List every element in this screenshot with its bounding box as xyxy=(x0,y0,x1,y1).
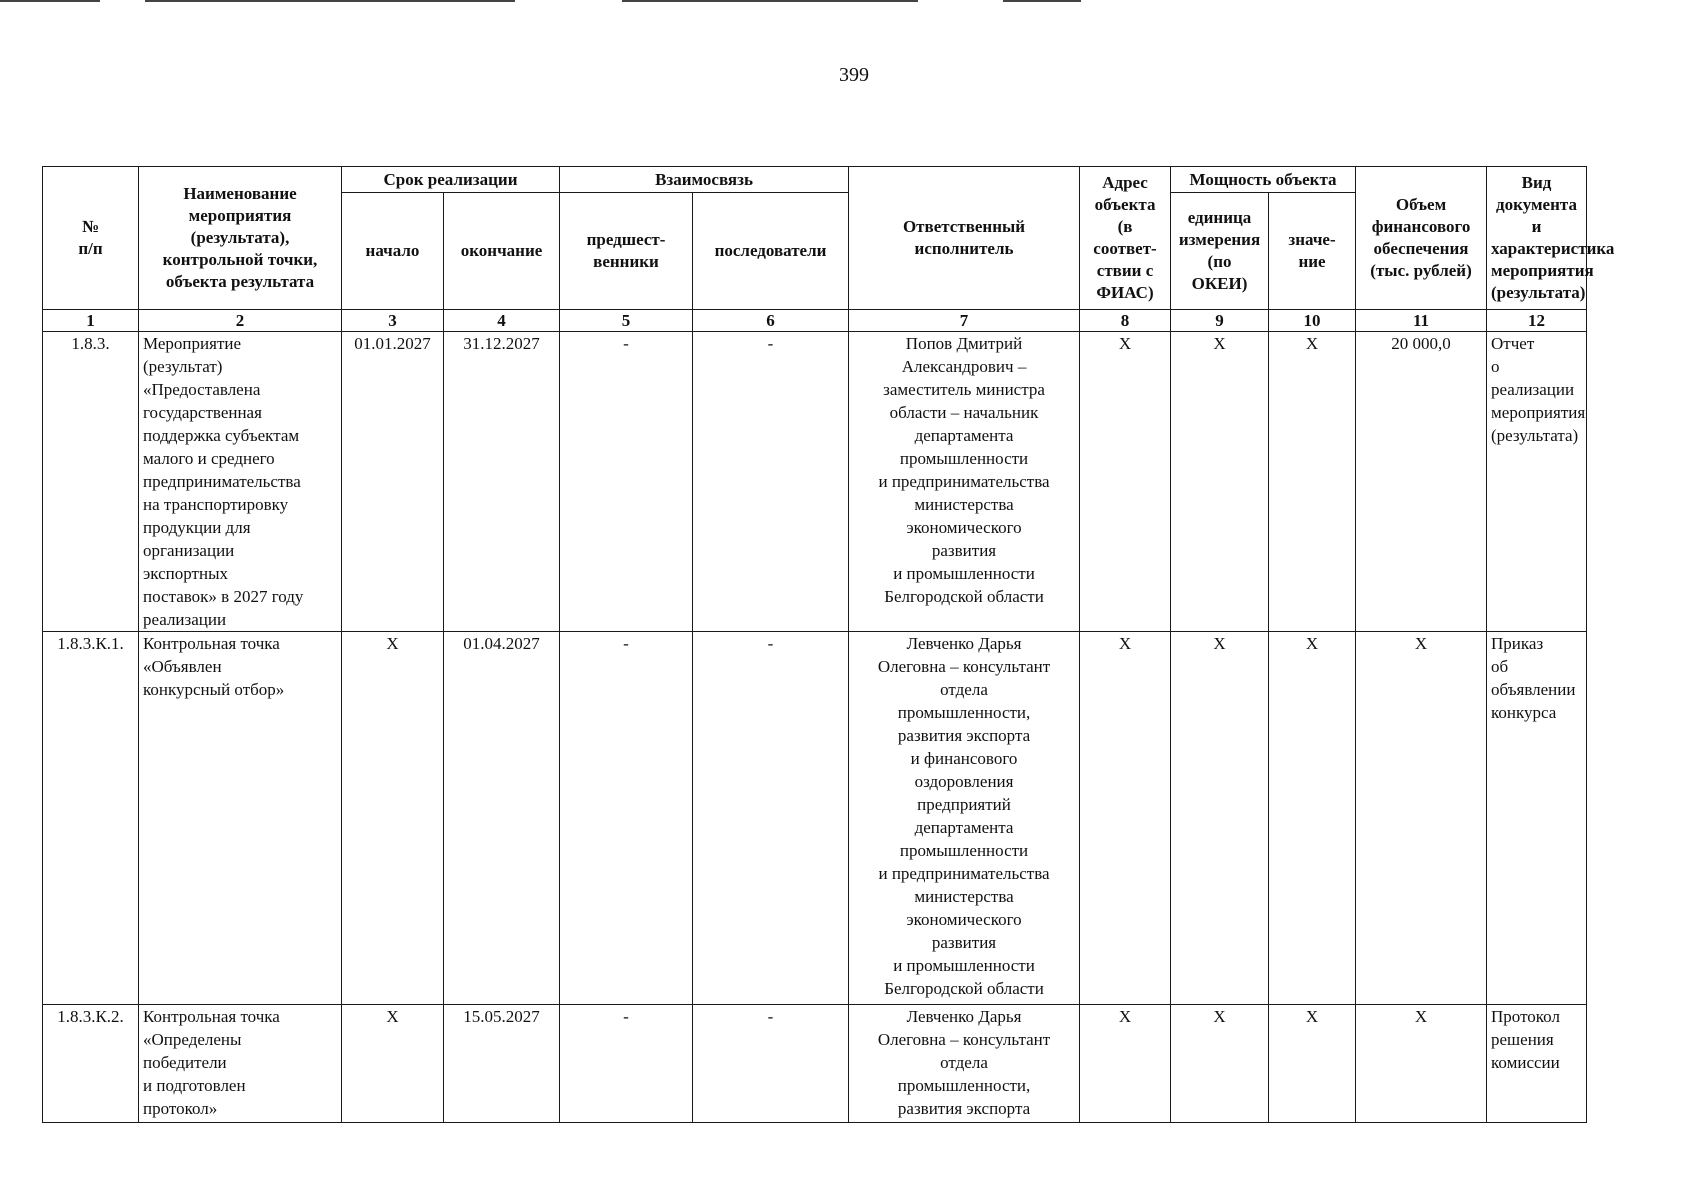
row-name: Мероприятие (результат) «Предоставлена государственная поддержка субъектам малого и среднего предпринимательства на транспортировку продукции для организации экспортных поставок» в 2027 году реализации xyxy=(139,332,342,632)
header-address: Адрес объекта (в соответ- ствии с ФИАС) xyxy=(1080,167,1171,310)
row-start: X xyxy=(342,1005,444,1123)
header-predecessors: предшест- венники xyxy=(560,193,693,310)
column-number: 5 xyxy=(560,310,693,332)
column-number: 4 xyxy=(444,310,560,332)
row-unit: X xyxy=(1171,632,1269,1005)
row-name: Контрольная точка «Определены победители и подготовлен протокол» xyxy=(139,1005,342,1123)
table-row xyxy=(43,332,1587,632)
header-unit: единица измерения (по ОКЕИ) xyxy=(1171,193,1269,310)
column-number: 2 xyxy=(139,310,342,332)
header-responsible: Ответственный исполнитель xyxy=(849,167,1080,310)
header-value: значе- ние xyxy=(1269,193,1356,310)
scan-edge-line xyxy=(145,0,515,2)
row-start: 01.01.2027 xyxy=(342,332,444,632)
header-doc-type: Вид документа и характеристика мероприятия (результата) xyxy=(1487,167,1587,310)
row-predecessors: - xyxy=(560,1005,693,1123)
column-number: 12 xyxy=(1487,310,1587,332)
column-number: 1 xyxy=(43,310,139,332)
column-number: 3 xyxy=(342,310,444,332)
scan-edge-line xyxy=(622,0,918,2)
row-address: X xyxy=(1080,332,1171,632)
header-start: начало xyxy=(342,193,444,310)
row-doc-type: Протокол решения комиссии xyxy=(1487,1005,1587,1123)
page-number: 399 xyxy=(839,64,869,86)
header-period-group: Срок реализации xyxy=(342,167,560,193)
row-unit: X xyxy=(1171,1005,1269,1123)
row-funding: X xyxy=(1356,1005,1487,1123)
column-number: 10 xyxy=(1269,310,1356,332)
activities-table xyxy=(42,166,1615,1123)
header-funding: Объем финансового обеспечения (тыс. рублей) xyxy=(1356,167,1487,310)
row-successors: - xyxy=(693,332,849,632)
row-num: 1.8.3. xyxy=(43,332,139,632)
header-relation-group: Взаимосвязь xyxy=(560,167,849,193)
row-value: X xyxy=(1269,332,1356,632)
row-responsible: Левченко Дарья Олеговна – консультант отдела промышленности, развития экспорта и финансового оздоровления предприятий департамента промышленности и предпринимательства министерства экономического развития и промышленности Белгородской области xyxy=(849,632,1080,1005)
header-end: окончание xyxy=(444,193,560,310)
column-number: 6 xyxy=(693,310,849,332)
scan-edge-line xyxy=(1003,0,1081,2)
row-doc-type: Приказ об объявлении конкурса xyxy=(1487,632,1587,1005)
column-number: 7 xyxy=(849,310,1080,332)
row-end: 31.12.2027 xyxy=(444,332,560,632)
row-funding: 20 000,0 xyxy=(1356,332,1487,632)
column-number-row xyxy=(43,310,1587,332)
row-name: Контрольная точка «Объявлен конкурсный отбор» xyxy=(139,632,342,1005)
row-unit: X xyxy=(1171,332,1269,632)
table-row xyxy=(43,632,1587,1005)
row-funding: X xyxy=(1356,632,1487,1005)
row-predecessors: - xyxy=(560,632,693,1005)
row-end: 15.05.2027 xyxy=(444,1005,560,1123)
header-successors: последователи xyxy=(693,193,849,310)
row-doc-type: Отчет о реализации мероприятия (результата) xyxy=(1487,332,1587,632)
column-number: 9 xyxy=(1171,310,1269,332)
row-value: X xyxy=(1269,632,1356,1005)
row-num: 1.8.3.К.1. xyxy=(43,632,139,1005)
scan-edge-line xyxy=(0,0,100,2)
row-successors: - xyxy=(693,1005,849,1123)
row-end: 01.04.2027 xyxy=(444,632,560,1005)
header-row-top xyxy=(43,167,1587,193)
header-num: № п/п xyxy=(43,167,139,310)
row-predecessors: - xyxy=(560,332,693,632)
row-responsible: Попов Дмитрий Александрович – заместитель министра области – начальник департамента промышленности и предпринимательства министерства экономического развития и промышленности Белгородской области xyxy=(849,332,1080,632)
row-address: X xyxy=(1080,1005,1171,1123)
row-value: X xyxy=(1269,1005,1356,1123)
row-successors: - xyxy=(693,632,849,1005)
row-num: 1.8.3.К.2. xyxy=(43,1005,139,1123)
column-number: 8 xyxy=(1080,310,1171,332)
header-capacity-group: Мощность объекта xyxy=(1171,167,1356,193)
table-row xyxy=(43,1005,1587,1123)
row-responsible: Левченко Дарья Олеговна – консультант отдела промышленности, развития экспорта xyxy=(849,1005,1080,1123)
row-start: X xyxy=(342,632,444,1005)
column-number: 11 xyxy=(1356,310,1487,332)
row-address: X xyxy=(1080,632,1171,1005)
header-name: Наименование мероприятия (результата), контрольной точки, объекта результата xyxy=(139,167,342,310)
